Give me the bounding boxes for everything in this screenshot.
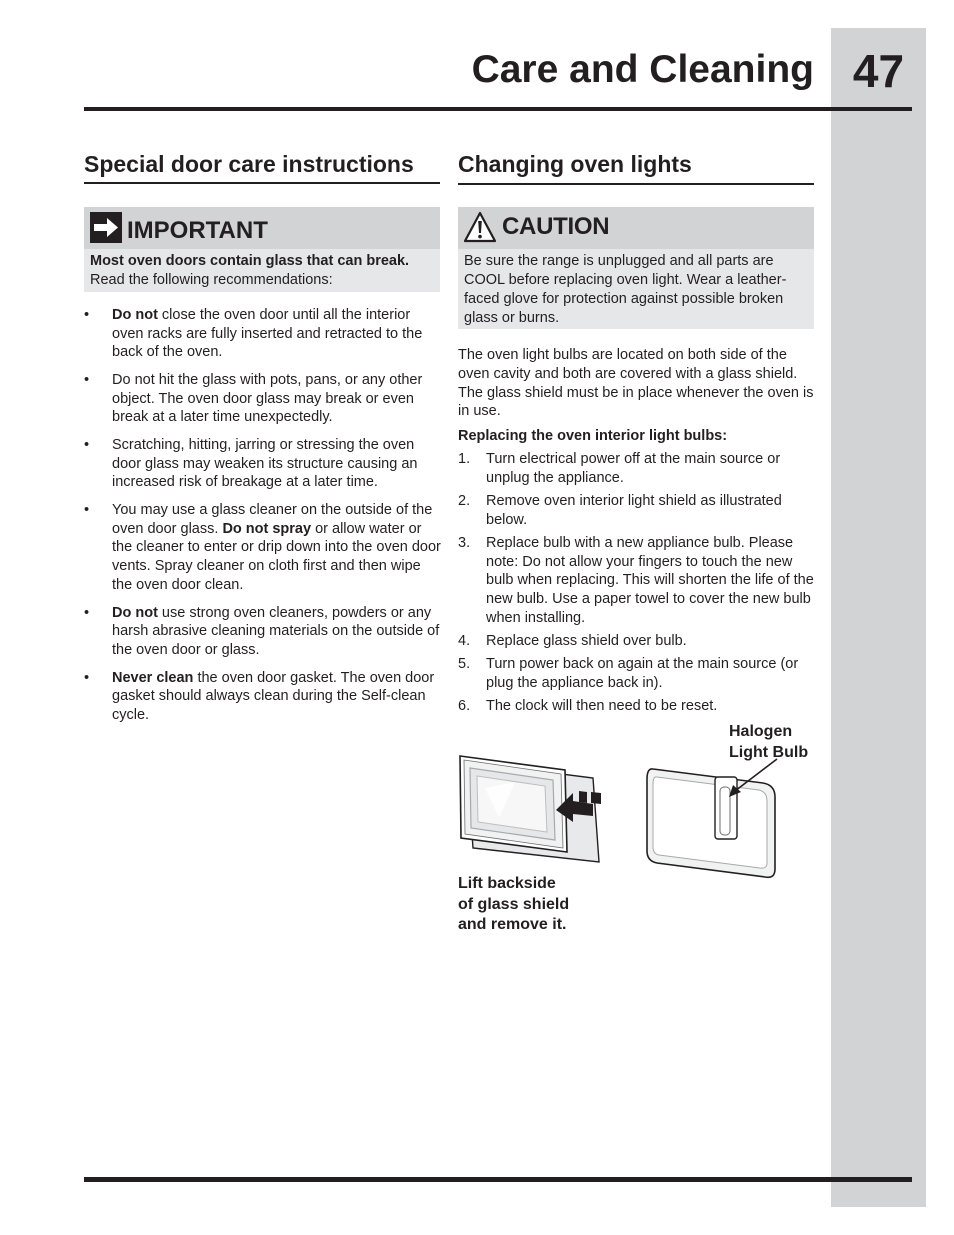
list-item: 3. Replace bulb with a new appliance bulb. Please note: Do not allow your fingers to touch the new bulb when replacing. This will shorten the life of the new bulb. Use a paper towel to cover the new bulb when installing. <box>458 534 814 626</box>
steps-list <box>458 450 814 720</box>
caution-body <box>458 249 814 329</box>
important-text: Read the following recommendations: <box>90 272 333 288</box>
oven-light-intro: The oven light bulbs are located on both side of the oven cavity and both are covered with a glass shield. The glass shield must be in place whenever the oven is in use. <box>458 347 814 420</box>
warning-triangle-icon <box>463 211 497 243</box>
caution-text: Be sure the range is unplugged and all parts are COOL before replacing oven light. Wear a leather-faced glove for protection against possible broken glass or burns. <box>464 253 787 326</box>
section-rule-right <box>458 183 814 185</box>
page-title: Care and Cleaning <box>471 48 814 91</box>
side-band <box>831 28 926 1207</box>
list-item: • Do not hit the glass with pots, pans, or any other object. The oven door glass may break or even break at a later time unexpectedly. <box>84 372 423 426</box>
halogen-bulb-caption: Halogen Light Bulb <box>729 723 809 761</box>
section-rule-left <box>84 182 440 184</box>
important-body <box>84 249 440 292</box>
list-item: 2. Remove oven interior light shield as illustrated below. <box>458 492 782 528</box>
steps-title: Replacing the oven interior light bulbs: <box>458 428 728 444</box>
arrow-right-icon <box>90 212 122 243</box>
list-item: • You may use a glass cleaner on the outside of the oven door glass. Do not spray or allow water or the cleaner to enter or drip down into the oven door vents. Spray cleaner on cloth first and then wipe the oven door clean. <box>84 502 441 593</box>
list-item: 4. Replace glass shield over bulb. <box>458 633 687 650</box>
list-item: • Do not use strong oven cleaners, powders or any harsh abrasive cleaning materials on the outside of the oven door or glass. <box>84 604 440 658</box>
page-number: 47 <box>852 45 905 97</box>
list-item: • Do not close the oven door until all the interior oven racks are fully inserted and retracted to the back of the oven. <box>84 307 423 361</box>
list-item: 5. Turn power back on again at the main source (or plug the appliance back in). <box>458 656 799 691</box>
list-item: • Never clean the oven door gasket. The oven door gasket should always clean during the Self-clean cycle. <box>84 669 435 723</box>
glass-shield-caption: Lift backside of glass shield and remove it. <box>458 875 570 933</box>
important-label: IMPORTANT <box>127 217 268 244</box>
door-care-list <box>84 306 442 734</box>
section-title-oven-lights: Changing oven lights <box>458 151 692 177</box>
important-bold-line: Most oven doors contain glass that can break. <box>90 253 410 269</box>
halogen-bulb-illustration <box>645 765 780 880</box>
list-item: 1. Turn electrical power off at the main source or unplug the appliance. <box>458 451 781 486</box>
header-rule <box>84 107 912 111</box>
caution-label: CAUTION <box>502 213 610 240</box>
section-title-door-care: Special door care instructions <box>84 151 414 177</box>
list-item: 6. The clock will then need to be reset. <box>458 698 718 715</box>
list-item: • Scratching, hitting, jarring or stressing the oven door glass may weaken its structure causing an increased risk of breakage at a later time. <box>84 437 418 491</box>
glass-shield-removal-illustration <box>455 748 605 873</box>
footer-rule <box>84 1177 912 1182</box>
